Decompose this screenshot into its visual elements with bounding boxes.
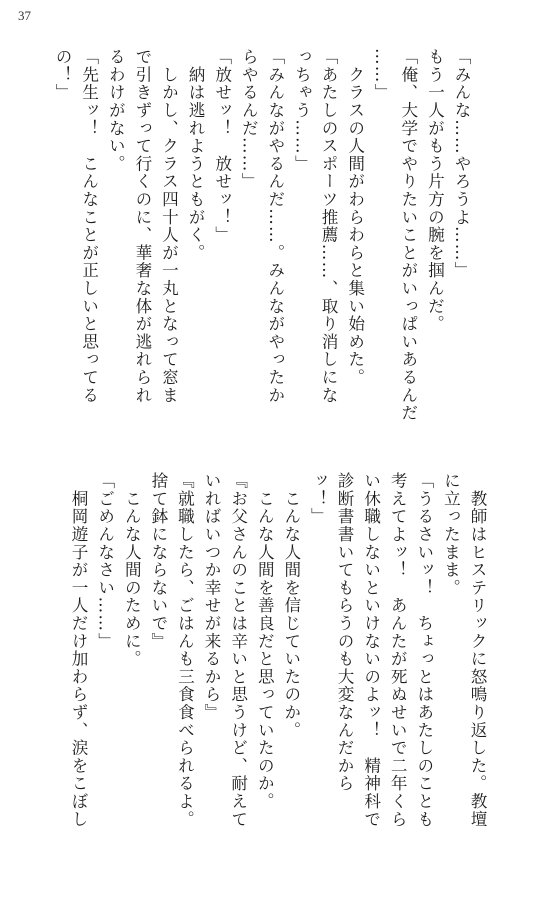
text-line: もう一人がもう片方の腕を掴んだ。 xyxy=(425,48,445,333)
text-line: 「うるさいッ！ ちょっとはあたしのことも xyxy=(414,472,434,828)
text-line: 「放せッ！ 放せッ！」 xyxy=(212,48,232,244)
text-line: で引きずって行くのに、華奢な体が逃れられ xyxy=(132,48,152,404)
text-line: クラスの人間がわらわらと集い始めた。 xyxy=(345,48,365,387)
text-line: 捨て鉢にならないで』 xyxy=(148,472,168,650)
text-line: こんな人間を信じていたのか。 xyxy=(281,472,301,739)
text-line: っちゃう……」 xyxy=(292,48,312,173)
text-line: 桐岡遊子が一人だけ加わらず、涙をこぼし xyxy=(69,472,89,828)
text-line: 教師はヒステリックに怒鳴り返した。教壇 xyxy=(468,472,487,828)
lower-text-block xyxy=(65,472,491,872)
text-line: ……」 xyxy=(372,48,392,102)
upper-text-block xyxy=(49,48,475,440)
text-line: しかし、クラス四十人が一丸となって窓ま xyxy=(159,48,179,404)
text-line: 「俺、大学でやりたいことがいっぱいあるんだ xyxy=(398,48,418,422)
text-line: 診断書書いてもらうのも大変なんだから xyxy=(335,472,355,793)
text-line: るわけがない。 xyxy=(106,48,126,173)
text-line: らやるんだ……」 xyxy=(239,48,259,191)
text-line: こんな人間を善良だと思っていたのか。 xyxy=(255,472,275,811)
text-line: 「みんな……やろうよ……」 xyxy=(452,48,471,280)
text-line: ッ！」 xyxy=(308,472,328,526)
text-line: 『お父さんのことは辛いと思うけど、耐えて xyxy=(228,472,248,828)
text-line: 「先生ッ！ こんなことが正しいと思ってる xyxy=(79,48,99,404)
text-line: い休職しないといけないのよッ！ 精神科で xyxy=(361,472,381,828)
text-line: 「あたしのスポーツ推薦……、取り消しにな xyxy=(319,48,339,404)
text-line: 『就職したら、ごはんも三食食べられるよ。 xyxy=(175,472,195,828)
text-line: いればいつか幸せが来るから』 xyxy=(202,472,222,722)
text-line: に立ったまま。 xyxy=(441,472,461,597)
text-line: こんな人間のために。 xyxy=(122,472,142,668)
text-line: 「みんながやるんだ……。みんながやったか xyxy=(265,48,285,404)
text-line: 考えてよッ！ あんたが死ぬせいで二年くら xyxy=(388,472,408,828)
text-line: 「ごめんなさい……」 xyxy=(95,472,115,650)
text-line: の！」 xyxy=(53,48,73,102)
text-line: 納は逃れようともがく。 xyxy=(186,48,206,262)
page-number: 37 xyxy=(18,8,31,23)
